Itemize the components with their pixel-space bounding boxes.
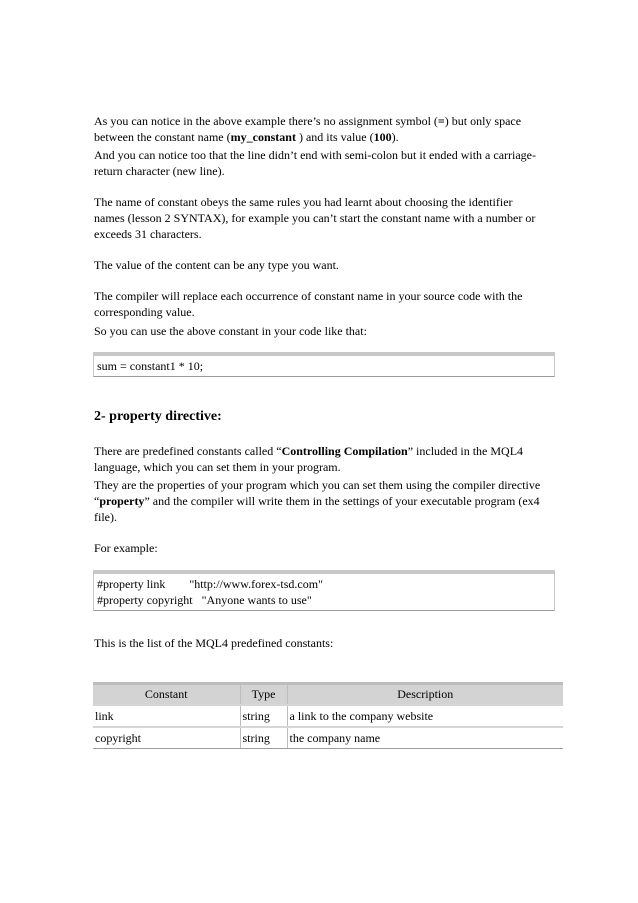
code-line: #property link "http://www.forex-tsd.com": [97, 577, 323, 591]
table-cell: link: [93, 705, 240, 727]
bold-run: Controlling Compilation: [281, 444, 408, 458]
table-header-cell: Constant: [93, 684, 240, 706]
paragraph-assignment: [94, 113, 544, 145]
paragraph-list-intro: This is the list of the MQL4 predefined constants:: [94, 636, 334, 650]
section-heading: 2- property directive:: [94, 409, 222, 424]
text-run: They are the properties of your program which you can set them using the compiler directive “: [94, 478, 541, 508]
paragraph-property-directive: [94, 477, 544, 525]
paragraph-naming-rules: The name of constant obeys the same rules you had learnt about choosing the identifier names (lesson 2 SYNTAX), for example you can’t start the constant name with a number or exceeds 31 characters.: [94, 195, 536, 241]
text-run: ) but only space between the constant name (: [94, 114, 522, 144]
table-cell: copyright: [93, 727, 240, 749]
table-row: [93, 727, 563, 749]
table-cell: string: [240, 727, 287, 749]
paragraph-for-example: For example:: [94, 541, 158, 555]
table-row: [93, 705, 563, 727]
code-block-sum: sum = constant1 * 10;: [93, 352, 555, 377]
table-header-cell: Type: [240, 684, 287, 706]
table-cell: string: [240, 705, 287, 727]
table-header-row: [93, 684, 563, 706]
table-cell: a link to the company website: [287, 705, 563, 727]
code-line: #property copyright "Anyone wants to use": [97, 593, 312, 607]
paragraph-compiler-replace: The compiler will replace each occurrence of constant name in your source code with the corresponding value.: [94, 289, 523, 319]
text-run: ” and the compiler will write them in the settings of your executable program (ex4 file).: [94, 494, 540, 524]
text-run: ” included in the MQL4 language, which you can set them in your program.: [94, 444, 524, 474]
code-block-property: [93, 570, 555, 611]
paragraph-usage: So you can use the above constant in your code like that:: [94, 324, 367, 338]
table-cell: the company name: [287, 727, 563, 749]
text-run: There are predefined constants called “: [94, 444, 282, 458]
text-run: As you can notice in the above example there’s no assignment symbol (: [94, 114, 438, 128]
text-run: ).: [391, 130, 399, 144]
constants-table: [93, 682, 563, 749]
table-header-cell: Description: [287, 684, 563, 706]
document-page: [94, 113, 544, 749]
paragraph-controlling-compilation: [94, 443, 544, 475]
paragraph-semicolon: And you can notice too that the line didn’t end with semi-colon but it ended with a carriage-return character (new line).: [94, 148, 536, 178]
paragraph-value-type: The value of the content can be any type you want.: [94, 258, 339, 272]
bold-run: 100: [373, 130, 392, 144]
bold-run: =: [437, 114, 445, 128]
bold-run: my_constant: [230, 130, 296, 144]
text-run: ) and its value (: [295, 130, 374, 144]
bold-run: property: [99, 494, 145, 508]
